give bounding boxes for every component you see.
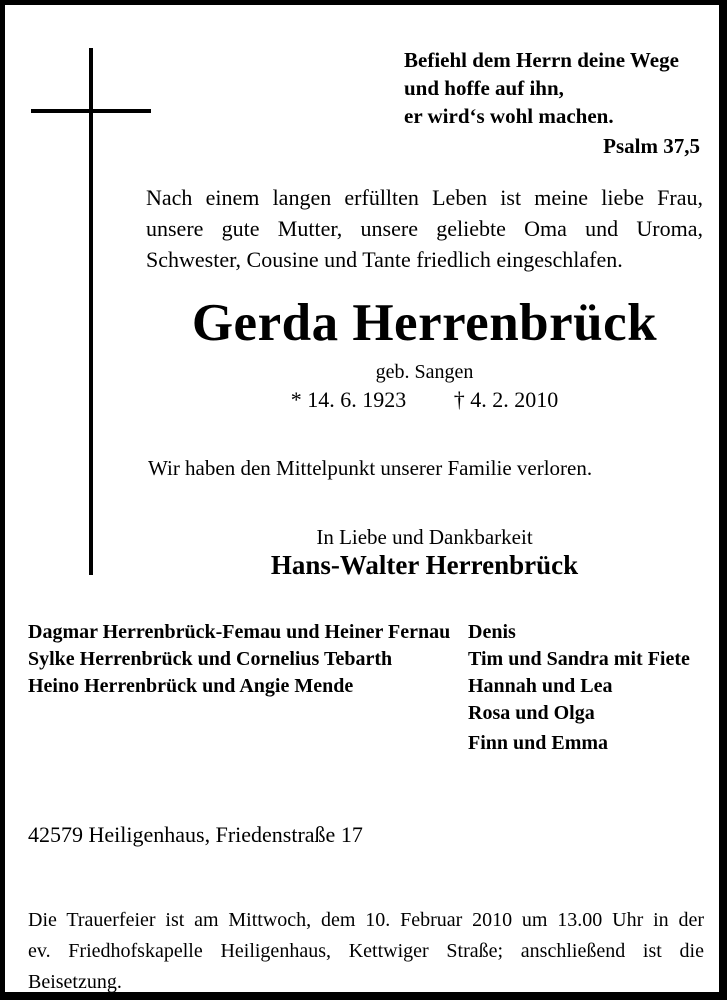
mourner-name: Heino Herrenbrück und Angie Mende — [28, 675, 354, 697]
mourners-right-column — [468, 619, 708, 757]
mourners-left-column — [28, 619, 463, 700]
cross-horizontal-bar — [31, 109, 151, 113]
mourner-name: Rosa und Olga — [468, 702, 595, 724]
funeral-line: Beisetzung. — [28, 971, 122, 993]
intro-line: Nach einem langen erfüllten Leben ist meine liebe Frau, — [146, 185, 703, 210]
intro-paragraph — [146, 182, 703, 275]
life-dates — [146, 387, 703, 413]
loss-statement: Wir haben den Mittelpunkt unserer Familie verloren. — [148, 456, 593, 480]
intro-line: Schwester, Cousine und Tante friedlich eingeschlafen. — [146, 247, 623, 272]
psalm-source: Psalm 37,5 — [603, 134, 700, 158]
psalm-quote — [404, 46, 700, 160]
funeral-line: ev. Friedhofskapelle Heiligenhaus, Kettwiger Straße; anschließend ist die — [28, 940, 704, 962]
deceased-name: Gerda Herrenbrück — [191, 294, 658, 352]
birth-date: * 14. 6. 1923 — [290, 387, 407, 412]
funeral-info — [28, 905, 704, 998]
chief-mourner-name: Hans-Walter Herrenbrück — [270, 550, 579, 580]
mourner-name: Hannah und Lea — [468, 675, 613, 697]
intro-line: unsere gute Mutter, unsere geliebte Oma und Uroma, — [146, 216, 703, 241]
mourner-name: Dagmar Herrenbrück-Femau und Heiner Fernau — [28, 621, 451, 643]
address-line: 42579 Heiligenhaus, Friedenstraße 17 — [28, 822, 363, 847]
psalm-line: und hoffe auf ihn, — [404, 76, 564, 100]
psalm-line: Befiehl dem Herrn deine Wege — [404, 48, 679, 72]
funeral-line: Die Trauerfeier ist am Mittwoch, dem 10. Februar 2010 um 13.00 Uhr in der — [28, 909, 704, 931]
mourner-name: Finn und Emma — [468, 732, 609, 754]
psalm-line: er wird‘s wohl machen. — [404, 104, 614, 128]
maiden-name: geb. Sangen — [375, 361, 474, 383]
mourner-name: Sylke Herrenbrück und Cornelius Tebarth — [28, 648, 393, 670]
mourner-name: Denis — [468, 621, 516, 643]
death-date: † 4. 2. 2010 — [453, 387, 559, 412]
tribute-line: In Liebe und Dankbarkeit — [316, 525, 533, 549]
cross-vertical-bar — [89, 48, 93, 575]
mourner-name: Tim und Sandra mit Fiete — [468, 648, 690, 670]
